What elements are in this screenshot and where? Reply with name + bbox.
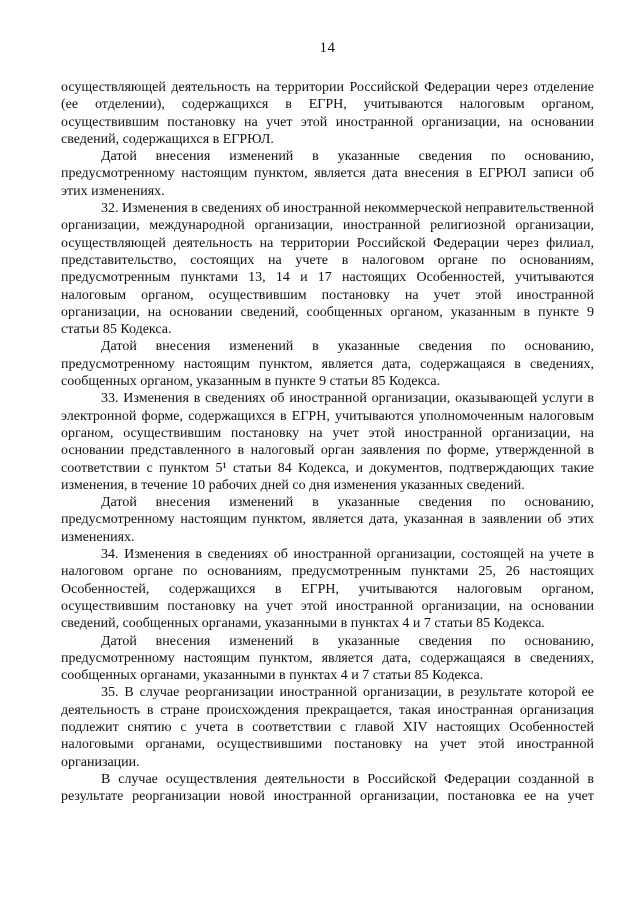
paragraph: Датой внесения изменений в указанные сведения по основанию, предусмотренному настоящим пунктом, является дата, содержащаяся в сведениях, сообщенных органом, указанным в пункте 9 статьи 85 Кодекса. [61,339,594,390]
paragraph: Датой внесения изменений в указанные сведения по основанию, предусмотренному настоящим пунктом, является дата внесения в ЕГРЮЛ записи об этих изменениях. [61,149,594,199]
paragraph-item-33: 33. Изменения в сведениях об иностранной организации, оказывающей услуги в электронной форме, содержащихся в ЕГРН, учитываются уполномоченным налоговым органом, осуществившим постановку на учет этой иностранной организации, на основании представленного в налоговый орган заявления по форме, утвержденной в соответствии с пунктом 5¹ статьи 84 Кодекса, и документов, подтверждающих такие изменения, в течение 10 рабочих дней со дня изменения указанных сведений. [61,391,594,493]
paragraph: В случае осуществления деятельности в Российской Федерации созданной в результате реорганизации новой иностранной организации, постановка ее на учет [61,771,594,805]
paragraph-continuation: осуществляющей деятельность на территории Российской Федерации через отделение (ее отделении), содержащихся в ЕГРН, учитываются налоговым органом, осуществившим постановку на учет этой иностранной организации, на основании сведений, содержащихся в ЕГРЮЛ. [61,80,594,147]
paragraph-item-34: 34. Изменения в сведениях об иностранной организации, состоящей на учете в налоговом органе по основаниям, предусмотренным пунктами 25, 26 настоящих Особенностей, содержащихся в ЕГРН, учитываются налоговым органом, осуществившим постановку на учет этой иностранной организации, на основании сведений, сообщенных органами, указанными в пунктах 4 и 7 статьи 85 Кодекса. [61,547,594,632]
paragraph-item-32: 32. Изменения в сведениях об иностранной некоммерческой неправительственной организации, международной организации, иностранной религиозной организации, осуществляющей деятельность на территории Российской Федерации через филиал, представительство, состоящих на учете в налоговом органе по основаниям, предусмотренным пунктами 13, 14 и 17 настоящих Особенностей, учитываются налоговым органом, осуществившим постановку на учет этой иностранной организации, на основании сведений, сообщенных органом, указанным в пункте 9 статьи 85 Кодекса. [61,201,594,338]
paragraph-item-35: 35. В случае реорганизации иностранной организации, в результате которой ее деятельность в стране происхождения прекращается, такая иностранная организация подлежит снятию с учета в соответствии с главой XIV настоящих Особенностей налоговыми органами, осуществившими постановку на учет этой иностранной организации. [61,685,594,770]
paragraph: Датой внесения изменений в указанные сведения по основанию, предусмотренному настоящим пунктом, является дата, указанная в заявлении об этих изменениях. [61,495,594,545]
page-number: 14 [319,40,336,56]
paragraph: Датой внесения изменений в указанные сведения по основанию, предусмотренному настоящим пунктом, является дата, содержащаяся в сведениях, сообщенных органами, указанными в пунктах 4 и 7 статьи 85 Кодекса. [61,633,594,684]
